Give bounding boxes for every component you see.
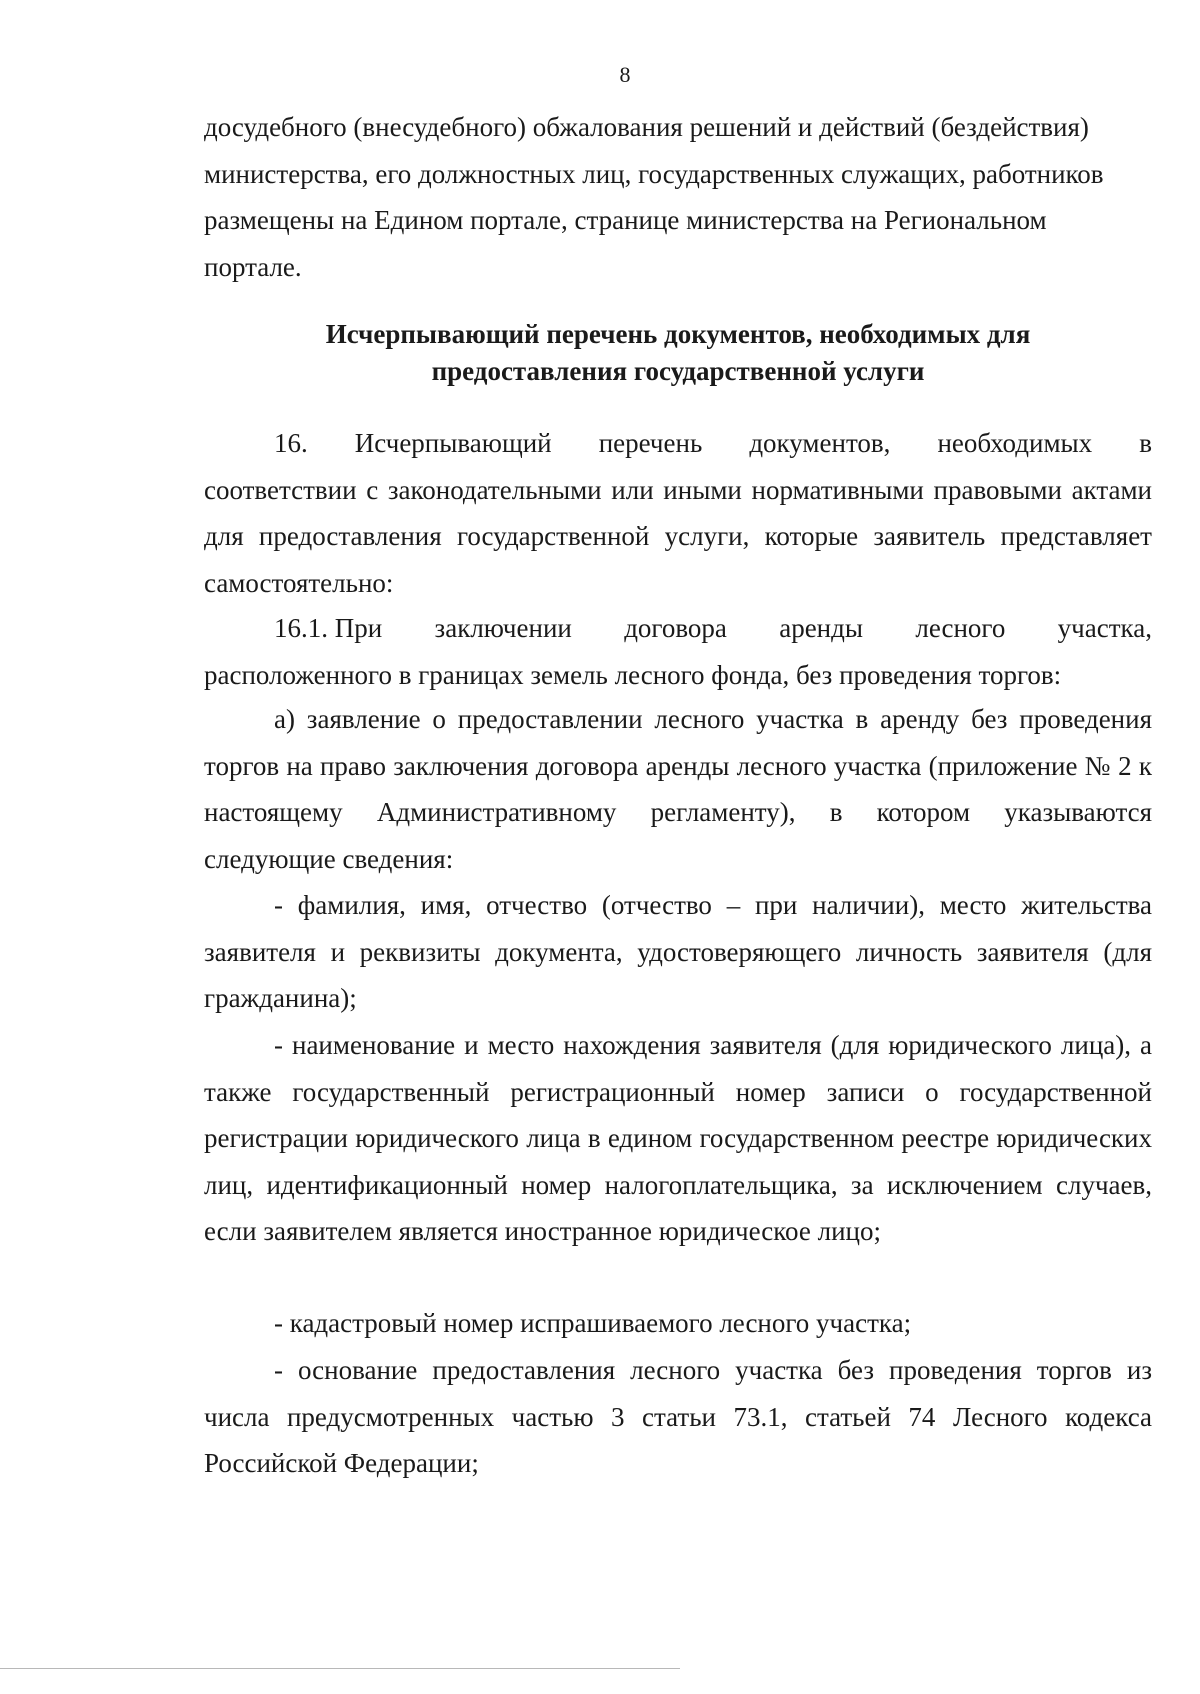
page-number: 8 [619,62,631,87]
bullet-fio-paragraph [204,882,1152,1022]
intro-paragraph [204,104,1152,290]
item-16-1-first-line: 16.1. При заключении договора аренды лесного участка, [274,613,1152,643]
item-16-text: соответствии с законодательными или иными нормативными правовыми актами для предоставления государственной услуги, которые заявитель представляет самостоятельно: [204,474,1152,598]
intro-line-3: размещены на Едином портале, странице министерства на Региональном [204,205,1047,235]
bullet-name-text: - наименование и место нахождения заявителя (для юридического лица), а также государственный регистрационный номер записи о государственной регистрации юридического лица в едином государственном реестре юридических лиц, идентификационный номер налогоплательщика, за исключением случаев, если заявителем является иностранное юридическое лицо; [204,1030,1152,1246]
bullet-fio-text: - фамилия, имя, отчество (отчество – при наличии), место жительства заявителя и реквизиты документа, удостоверяющего личность заявителя (для гражданина); [204,890,1152,1013]
subitem-a-text: а) заявление о предоставлении лесного участка в аренду без проведения торгов на право заключения договора аренды лесного участка (приложение № 2 к настоящему Административному регламенту), в котором указываются следующие сведения: [204,704,1152,874]
item-16-paragraph [204,420,1152,606]
bullet-basis-text: - основание предоставления лесного участка без проведения торгов из числа предусмотренных частью 3 статьи 73.1, статьей 74 Лесного кодекса Российской Федерации; [204,1355,1152,1478]
bullet-cadastral-paragraph [204,1300,1152,1347]
bullet-basis-paragraph [204,1347,1152,1487]
intro-line-4: портале. [204,251,302,282]
item-16-1-paragraph [204,605,1152,698]
intro-line-2: министерства, его должностных лиц, государственных служащих, работников [204,158,1104,189]
bottom-scan-edge [0,1668,680,1669]
item-16-1-text: расположенного в границах земель лесного фонда, без проведения торгов: [204,659,1062,690]
intro-line-1: досудебного (внесудебного) обжалования решений и действий (бездействия) [204,112,1089,142]
section-heading-line-2: предоставления государственной услуги [431,356,925,386]
bullet-cadastral-text: - кадастровый номер испрашиваемого лесного участка; [274,1308,912,1338]
subitem-a-paragraph [204,696,1152,882]
section-heading [204,316,1152,390]
section-heading-line-1: Исчерпывающий перечень документов, необходимых для [325,319,1031,349]
bullet-name-paragraph [204,1022,1152,1255]
item-16-first-line: 16. Исчерпывающий перечень документов, необходимых в [274,428,1152,458]
